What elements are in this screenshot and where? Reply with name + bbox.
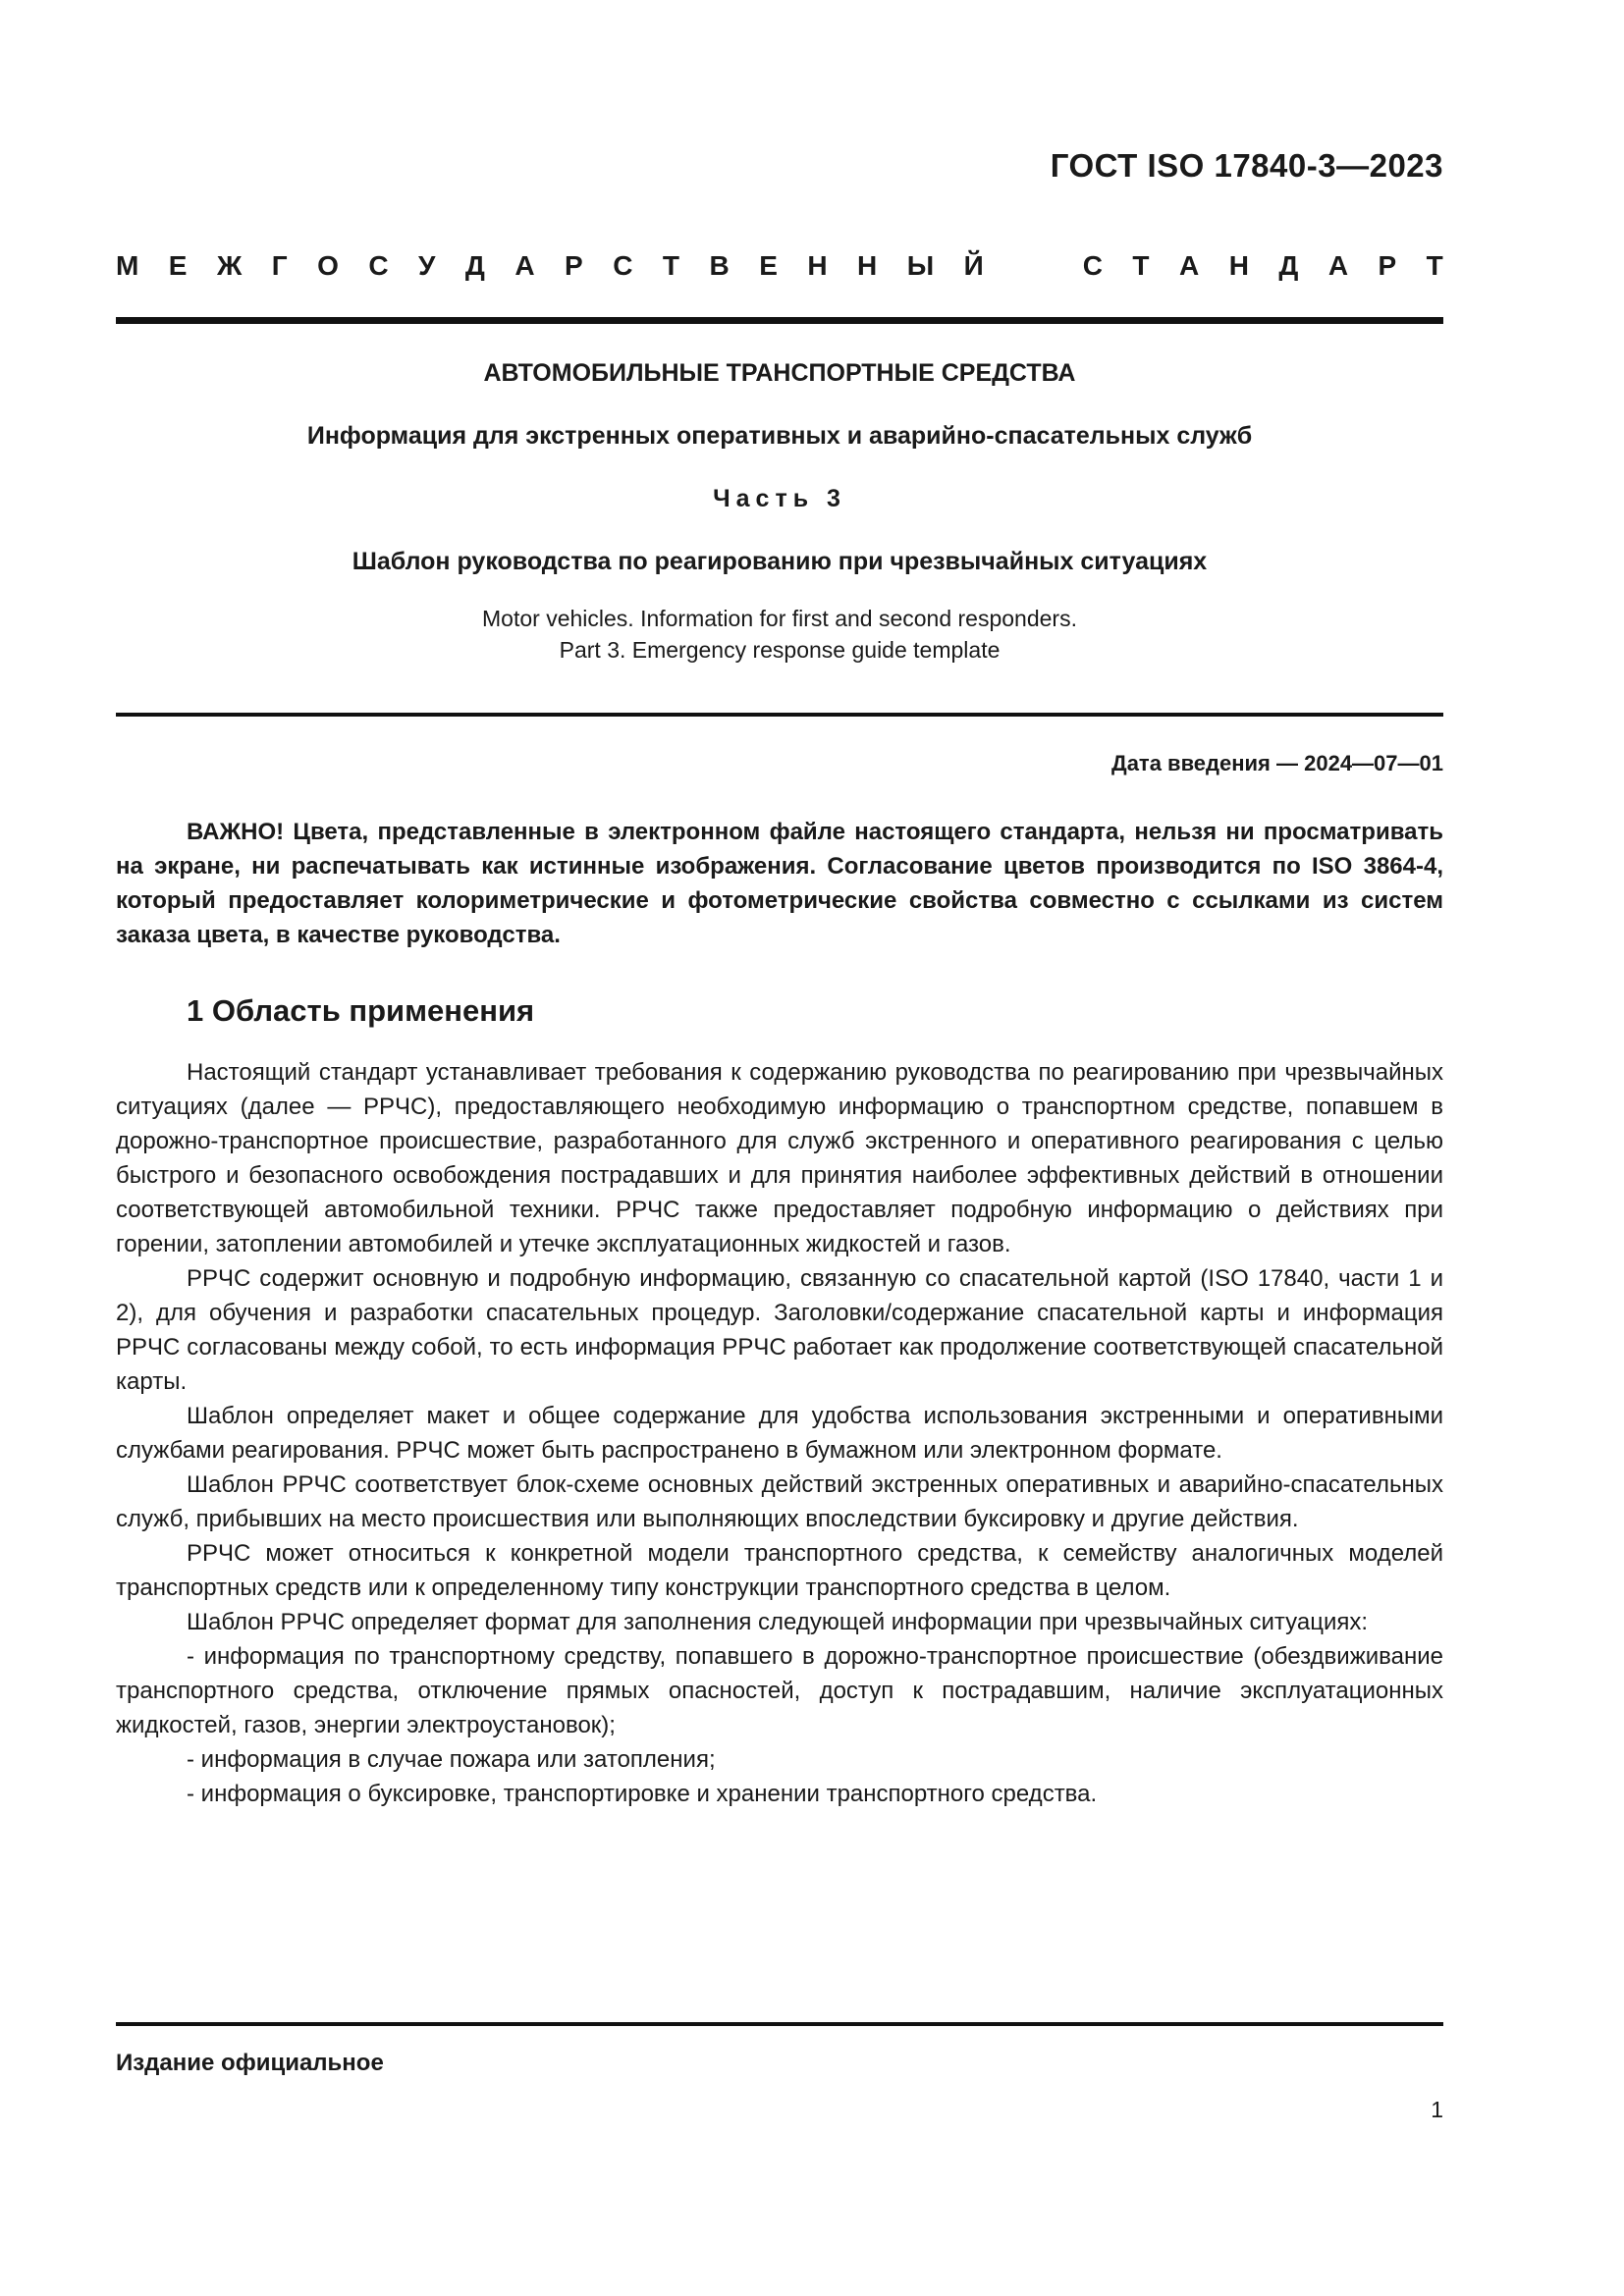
banner-letter: Е xyxy=(168,250,188,281)
banner-letter: У xyxy=(418,250,436,281)
banner-letter: Г xyxy=(271,250,288,281)
effective-date: Дата введения — 2024—07—01 xyxy=(1111,751,1443,775)
top-divider xyxy=(116,317,1443,324)
banner-letter: Д xyxy=(464,250,485,281)
document-code: ГОСТ ISO 17840-3—2023 xyxy=(1050,147,1443,184)
banner-letter: Н xyxy=(857,250,878,281)
paragraph: РРЧС содержит основную и подробную информацию, связанную со спасательной картой (ISO 17840, части 1 и 2), для обучения и разработки спасательных процедур. Заголовки/содержание спасательной карты и информация РРЧС согласованы между собой, то есть информация РРЧС работает как продолжение соответствующей спасательной карты. xyxy=(116,1265,1443,1395)
banner-letter: Т xyxy=(1426,250,1443,281)
banner-letter: Т xyxy=(662,250,680,281)
list-item: - информация в случае пожара или затопления; xyxy=(187,1746,716,1773)
banner-letter: Д xyxy=(1278,250,1299,281)
paragraph: Шаблон РРЧС определяет формат для заполнения следующей информации при чрезвычайных ситуациях: xyxy=(187,1609,1369,1635)
important-notice: ВАЖНО! Цвета, представленные в электронном файле настоящего стандарта, нельзя ни просматривать на экране, ни распечатывать как истинные изображения. Согласование цветов производится по ISO 3864-4, который предоставляет колориметрические и фотометрические свойства совместно с ссылками из систем заказа цвета, в качестве руководства. xyxy=(116,819,1443,948)
banner-letter: Р xyxy=(1378,250,1397,281)
banner-letter: Н xyxy=(807,250,828,281)
section-title: 1 Область применения xyxy=(187,993,535,1028)
title-block xyxy=(116,353,1443,666)
template-title: Шаблон руководства по реагированию при чрезвычайных ситуациях xyxy=(352,548,1208,575)
banner-letter: С xyxy=(368,250,389,281)
page-number: 1 xyxy=(1431,2097,1443,2122)
english-title-line-2: Part 3. Emergency response guide template xyxy=(559,637,1001,663)
banner-letter: Ы xyxy=(906,250,935,281)
banner-letter: В xyxy=(709,250,730,281)
banner-letter: Е xyxy=(759,250,778,281)
banner-letter: Т xyxy=(1132,250,1150,281)
official-edition-label: Издание официальное xyxy=(116,2050,384,2076)
paragraph: Шаблон определяет макет и общее содержание для удобства использования экстренными и оперативными службами реагирования. РРЧС может быть распространено в бумажном или электронном формате. xyxy=(116,1403,1443,1464)
banner-letter: С xyxy=(613,250,633,281)
banner-letter: А xyxy=(514,250,535,281)
list-item: - информация о буксировке, транспортировке и хранении транспортного средства. xyxy=(187,1781,1098,1807)
subtitle: Информация для экстренных оперативных и аварийно-спасательных служб xyxy=(306,422,1253,450)
paragraph: РРЧС может относиться к конкретной модели транспортного средства, к семейству аналогичных моделей транспортных средств или к определенному типу конструкции транспортного средства в целом. xyxy=(116,1540,1443,1601)
middle-divider xyxy=(116,713,1443,717)
interstate-standard-banner xyxy=(116,250,1443,282)
section-body xyxy=(116,1055,1443,1811)
english-title xyxy=(116,603,1443,666)
banner-letter: А xyxy=(1327,250,1349,281)
banner-letter: Н xyxy=(1228,250,1249,281)
main-title: АВТОМОБИЛЬНЫЕ ТРАНСПОРТНЫЕ СРЕДСТВА xyxy=(483,359,1076,387)
banner-letter: Й xyxy=(963,250,984,281)
bottom-divider xyxy=(116,2022,1443,2026)
part-label: Часть 3 xyxy=(713,485,846,512)
document-page xyxy=(116,0,1443,2296)
banner-letter: О xyxy=(317,250,339,281)
banner-letter: Р xyxy=(565,250,583,281)
list-item: - информация по транспортному средству, попавшего в дорожно-транспортное происшествие (обездвиживание транспортного средства, отключение прямых опасностей, доступ к пострадавшим, наличие эксплуатационных жидкостей, газов, энергии электроустановок); xyxy=(116,1643,1443,1738)
banner-letter: С xyxy=(1082,250,1103,281)
english-title-line-1: Motor vehicles. Information for first and second responders. xyxy=(482,606,1077,631)
banner-letter: М xyxy=(116,250,139,281)
banner-gap xyxy=(1013,250,1053,282)
banner-letter: А xyxy=(1178,250,1200,281)
paragraph: Шаблон РРЧС соответствует блок-схеме основных действий экстренных оперативных и аварийно-спасательных служб, прибывших на место происшествия или выполняющих впоследствии буксировку и другие действия. xyxy=(116,1471,1443,1532)
paragraph: Настоящий стандарт устанавливает требования к содержанию руководства по реагированию при чрезвычайных ситуациях (далее — РРЧС), предоставляющего необходимую информацию о транспортном средстве, попавшем в дорожно-транспортное происшествие, разработанного для служб экстренного и оперативного реагирования с целью быстрого и безопасного освобождения пострадавших и для принятия наиболее эффективных действий в отношении соответствующей автомобильной техники. РРЧС также предоставляет подробную информацию о действиях при горении, затоплении автомобилей и утечке эксплуатационных жидкостей и газов. xyxy=(116,1059,1443,1257)
banner-letter: Ж xyxy=(216,250,243,281)
